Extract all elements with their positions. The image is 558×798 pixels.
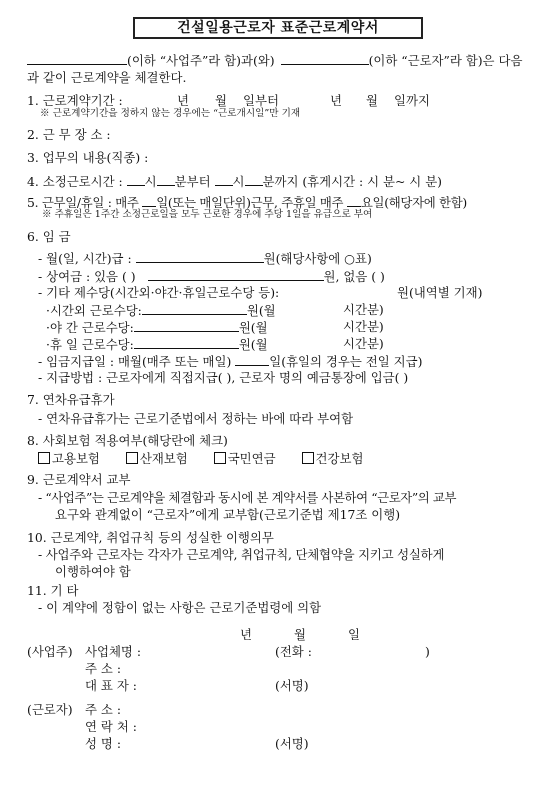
working-hours-line: [27, 173, 442, 189]
period-year-2: 년: [330, 93, 342, 108]
period-to: 일까지: [394, 93, 430, 108]
hour-unit: 시: [144, 174, 157, 189]
employer-signature[interactable]: (서명): [275, 678, 309, 693]
wage-tail: 원(해당사항에 ○표): [263, 251, 372, 266]
checkbox-pension[interactable]: [214, 452, 226, 464]
weekly-holiday-blank[interactable]: [347, 194, 361, 207]
sign-date-month: 월: [294, 627, 306, 642]
overtime-won: 원(월: [246, 303, 276, 318]
insurance-option-employment[interactable]: 고용보험: [38, 451, 100, 466]
worker-role: (근로자): [27, 702, 73, 717]
sign-date-day: 일: [348, 627, 360, 642]
contract-delivery-line-1: - “사업주”는 근로계약을 체결함과 동시에 본 계약서를 사본하여 “근로자”의 교부: [38, 490, 457, 505]
bonus-label: - 상여금 : 있음 ( ): [38, 269, 136, 284]
holiday-won: 원(월: [238, 337, 268, 352]
payday-label: - 임금지급일 : 매월(매주 또는 매일): [38, 354, 232, 369]
employer-address-label: 주 소 :: [85, 661, 121, 676]
night-line: [46, 319, 268, 335]
night-won: 원(월: [238, 320, 268, 335]
employer-phone-close: ): [425, 644, 430, 659]
wage-amount-blank[interactable]: [136, 250, 264, 263]
intro-line-2: 과 같이 근로계약을 체결한다.: [27, 70, 187, 85]
holiday-line: [46, 336, 268, 352]
period-from: 일부터: [243, 93, 279, 108]
night-label: ·야 간 근로수당:: [46, 320, 134, 335]
others-label: 11. 기 타: [27, 583, 79, 598]
bonus-amount-blank[interactable]: [148, 268, 324, 281]
checkbox-accident[interactable]: [126, 452, 138, 464]
workdays-text: 일(또는 매일단위)근무, 주휴일 매주: [156, 195, 344, 210]
social-insurance-options: [38, 451, 363, 466]
holiday-amount-blank[interactable]: [134, 336, 239, 349]
worker-contact-label: 연 락 처 :: [85, 719, 137, 734]
weekly-holiday-note: ※ 주휴일은 1주간 소정근로일을 모두 근로한 경우에 주당 1일을 유급으로 부여: [42, 209, 373, 220]
obligation-label: 10. 근로계약, 취업규칙 등의 성실한 이행의무: [27, 530, 274, 545]
employer-representative-label: 대 표 자 :: [85, 678, 137, 693]
contract-delivery-label: 9. 근로계약서 교부: [27, 472, 131, 487]
checkbox-health[interactable]: [302, 452, 314, 464]
others-text: - 이 계약에 정함이 없는 사항은 근로기준법령에 의함: [38, 600, 322, 615]
wage-line: [38, 250, 372, 266]
payday-tail: 일(휴일의 경우는 전일 지급): [269, 354, 423, 369]
intro-employer-text: (이하 “사업주”라 함)과(와): [127, 53, 275, 68]
obligation-line-2: 이행하여야 함: [55, 564, 131, 579]
worker-name-label: 성 명 :: [85, 736, 121, 751]
hour-unit-2: 시: [232, 174, 245, 189]
overtime-hours: 시간분): [343, 302, 384, 317]
weekly-holiday-text: 요일(해당자에 한함): [360, 195, 467, 210]
job-description-label: 3. 업무의 내용(직종) :: [27, 150, 149, 165]
night-amount-blank[interactable]: [134, 319, 239, 332]
employer-role: (사업주): [27, 644, 73, 659]
allowance-label: - 기타 제수당(시간외·야간·휴일근로수당 등):: [38, 285, 280, 300]
period-month-2: 월: [366, 93, 378, 108]
payment-method: - 지급방법 : 근로자에게 직접지급( ), 근로자 명의 예금통장에 입금( ): [38, 370, 409, 385]
worker-address-label: 주 소 :: [85, 702, 121, 717]
overtime-label: ·시간외 근로수당:: [46, 303, 142, 318]
bonus-tail: 원, 없음 ( ): [323, 269, 385, 284]
holiday-hours: 시간분): [343, 336, 384, 351]
workdays-label: 5. 근무일/휴일 : 매주: [27, 195, 139, 210]
worker-blank[interactable]: [281, 52, 369, 65]
employer-phone-label: (전화 :: [275, 644, 312, 659]
annual-leave-text: - 연차유급휴가는 근로기준법에서 정하는 바에 따라 부여함: [38, 411, 354, 426]
holiday-label: ·휴 일 근로수당:: [46, 337, 134, 352]
work-place-label: 2. 근 무 장 소 :: [27, 127, 111, 142]
payday-blank[interactable]: [235, 353, 269, 366]
allowance-line: [38, 285, 279, 300]
wage-section-label: 6. 임 금: [27, 229, 71, 244]
contract-period-note: ※ 근로계약기간을 정하지 않는 경우에는 “근로개시일”만 기재: [40, 108, 301, 119]
end-hour-blank[interactable]: [215, 173, 233, 186]
intro-worker-text: (이하 “근로자”라 함)은 다음: [368, 53, 523, 68]
working-hours-label: 4. 소정근로시간 :: [27, 174, 123, 189]
annual-leave-label: 7. 연차유급휴가: [27, 392, 115, 407]
from-text: 분부터: [174, 174, 211, 189]
insurance-option-pension[interactable]: 국민연금: [214, 451, 276, 466]
sign-date-year: 년: [240, 627, 252, 642]
checkbox-employment[interactable]: [38, 452, 50, 464]
night-hours: 시간분): [343, 319, 384, 334]
allowance-tail: 원(내역별 기재): [397, 285, 483, 300]
document-title: 건설일용근로자 표준근로계약서: [133, 17, 423, 39]
overtime-amount-blank[interactable]: [142, 302, 247, 315]
contract-delivery-line-2: 요구와 관계없이 “근로자”에게 교부함(근로기준법 제17조 이행): [55, 507, 401, 522]
overtime-line: [46, 302, 276, 318]
insurance-option-accident[interactable]: 산재보험: [126, 451, 188, 466]
obligation-line-1: - 사업주와 근로자는 각자가 근로계약, 취업규칙, 단체협약을 지키고 성실하게: [38, 547, 445, 562]
intro-line-1: [27, 52, 522, 68]
start-hour-blank[interactable]: [127, 173, 145, 186]
workdays-line: [27, 194, 467, 210]
payday-line: [38, 353, 422, 369]
period-month-1: 월: [215, 93, 227, 108]
start-minute-blank[interactable]: [157, 173, 175, 186]
worker-signature[interactable]: (서명): [275, 736, 309, 751]
workdays-blank[interactable]: [142, 194, 156, 207]
end-minute-blank[interactable]: [245, 173, 263, 186]
bonus-line: [38, 268, 385, 284]
insurance-option-health[interactable]: 건강보험: [302, 451, 364, 466]
employer-blank[interactable]: [27, 52, 127, 65]
employer-business-name-label: 사업체명 :: [85, 644, 141, 659]
period-year-1: 년: [177, 93, 189, 108]
rest-time-text: 분까지 (휴게시간 : 시 분~ 시 분): [262, 174, 443, 189]
social-insurance-label: 8. 사회보험 적용여부(해당란에 체크): [27, 433, 228, 448]
wage-label: - 월(일, 시간)급 :: [38, 251, 132, 266]
contract-period-label: 1. 근로계약기간 :: [27, 93, 123, 108]
